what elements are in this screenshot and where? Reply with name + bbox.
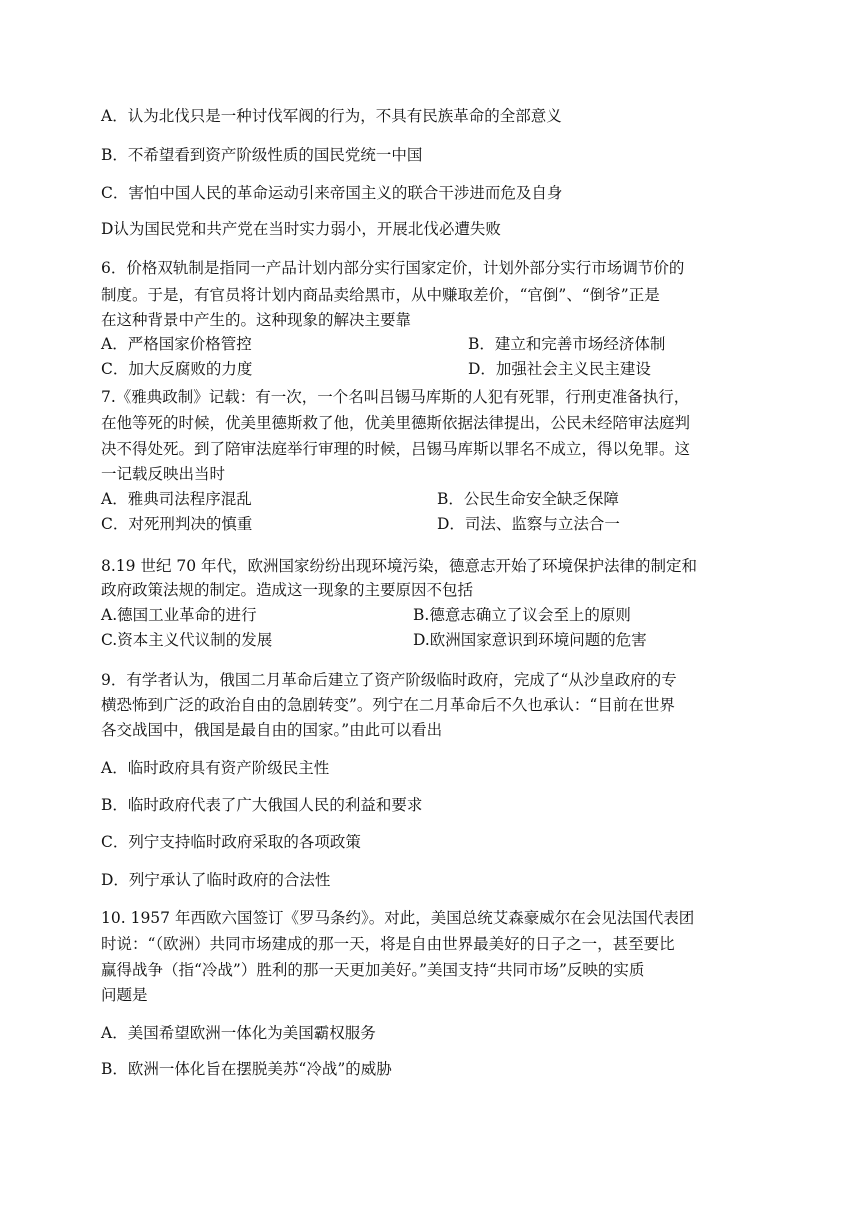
- q7-stem-line: 7.《雅典政制》记载：有一次，一个名叫吕锡马库斯的人犯有死罪，行刑吏准备执行，: [101, 388, 690, 406]
- q8-option-a: A.德国工业革命的进行: [101, 606, 257, 624]
- q7-option-d: D．司法、监察与立法合一: [437, 515, 620, 533]
- q7-stem-line: 一记载反映出当时: [101, 465, 226, 483]
- q6-option-c: C．加大反腐败的力度: [101, 360, 253, 378]
- q8-option-b: B.德意志确立了议会至上的原则: [413, 606, 631, 624]
- q6-option-b: B．建立和完善市场经济体制: [468, 335, 666, 353]
- q10-stem-line: 10. 1957 年西欧六国签订《罗马条约》。对此，美国总统艾森豪威尔在会见法国代表团: [101, 909, 695, 927]
- q6-stem-line: 6．价格双轨制是指同一产品计划内部分实行国家定价，计划外部分实行市场调节价的: [101, 259, 685, 277]
- q10-option-b: B．欧洲一体化旨在摆脱美苏“冷战”的威胁: [101, 1060, 392, 1078]
- q9-option-c: C．列宁支持临时政府采取的各项政策: [101, 833, 361, 851]
- q6-stem-line: 制度。于是，有官员将计划内商品卖给黑市，从中赚取差价，“官倒”、“倒爷”正是: [101, 286, 660, 304]
- q9-stem-line: 9．有学者认为，俄国二月革命后建立了资产阶级临时政府，完成了“从沙皇政府的专: [101, 671, 677, 689]
- q7-stem-line: 在他等死的时候，优美里德斯救了他，优美里德斯依据法律提出，公民未经陪审法庭判: [101, 414, 691, 432]
- q7-option-b: B．公民生命安全缺乏保障: [437, 490, 619, 508]
- q5-option-a: A．认为北伐只是一种讨伐军阀的行为，不具有民族革命的全部意义: [101, 107, 562, 125]
- q7-option-a: A．雅典司法程序混乱: [101, 490, 252, 508]
- q8-option-d: D.欧洲国家意识到环境问题的危害: [413, 631, 647, 649]
- q6-option-a: A．严格国家价格管控: [101, 335, 252, 353]
- q8-stem-line: 政府政策法规的制定。造成这一现象的主要原因不包括: [101, 581, 474, 599]
- q5-option-c: C．害怕中国人民的革命运动引来帝国主义的联合干涉进而危及自身: [101, 184, 563, 202]
- q10-option-a: A．美国希望欧洲一体化为美国霸权服务: [101, 1024, 376, 1042]
- q10-stem-line: 问题是: [101, 986, 148, 1004]
- q8-stem-line: 8.19 世纪 70 年代，欧洲国家纷纷出现环境污染，德意志开始了环境保护法律的制定和: [101, 557, 698, 575]
- q7-stem-line: 决不得处死。到了陪审法庭举行审理的时候，吕锡马库斯以罪名不成立，得以免罪。这: [101, 440, 691, 458]
- q5-option-d: D认为国民党和共产党在当时实力弱小，开展北伐必遭失败: [101, 220, 501, 238]
- q7-option-c: C．对死刑判决的慎重: [101, 515, 253, 533]
- q9-option-a: A．临时政府具有资产阶级民主性: [101, 759, 330, 777]
- q9-option-b: B．临时政府代表了广大俄国人民的利益和要求: [101, 796, 423, 814]
- q5-option-b: B．不希望看到资产阶级性质的国民党统一中国: [101, 146, 423, 164]
- q10-stem-line: 时说：“（欧洲）共同市场建成的那一天，将是自由世界最美好的日子之一，甚至要比: [101, 935, 675, 953]
- q9-stem-line: 横恐怖到广泛的政治自由的急剧转变”。列宁在二月革命后不久也承认：“目前在世界: [101, 696, 675, 714]
- q8-option-c: C.资本主义代议制的发展: [101, 631, 273, 649]
- q9-option-d: D．列宁承认了临时政府的合法性: [101, 871, 331, 889]
- q6-stem-line: 在这种背景中产生的。这种现象的解决主要靠: [101, 311, 412, 329]
- q10-stem-line: 赢得战争（指“冷战”）胜利的那一天更加美好。”美国支持“共同市场”反映的实质: [101, 961, 645, 979]
- q9-stem-line: 各交战国中，俄国是最自由的国家。”由此可以看出: [101, 721, 443, 739]
- q6-option-d: D．加强社会主义民主建设: [468, 360, 651, 378]
